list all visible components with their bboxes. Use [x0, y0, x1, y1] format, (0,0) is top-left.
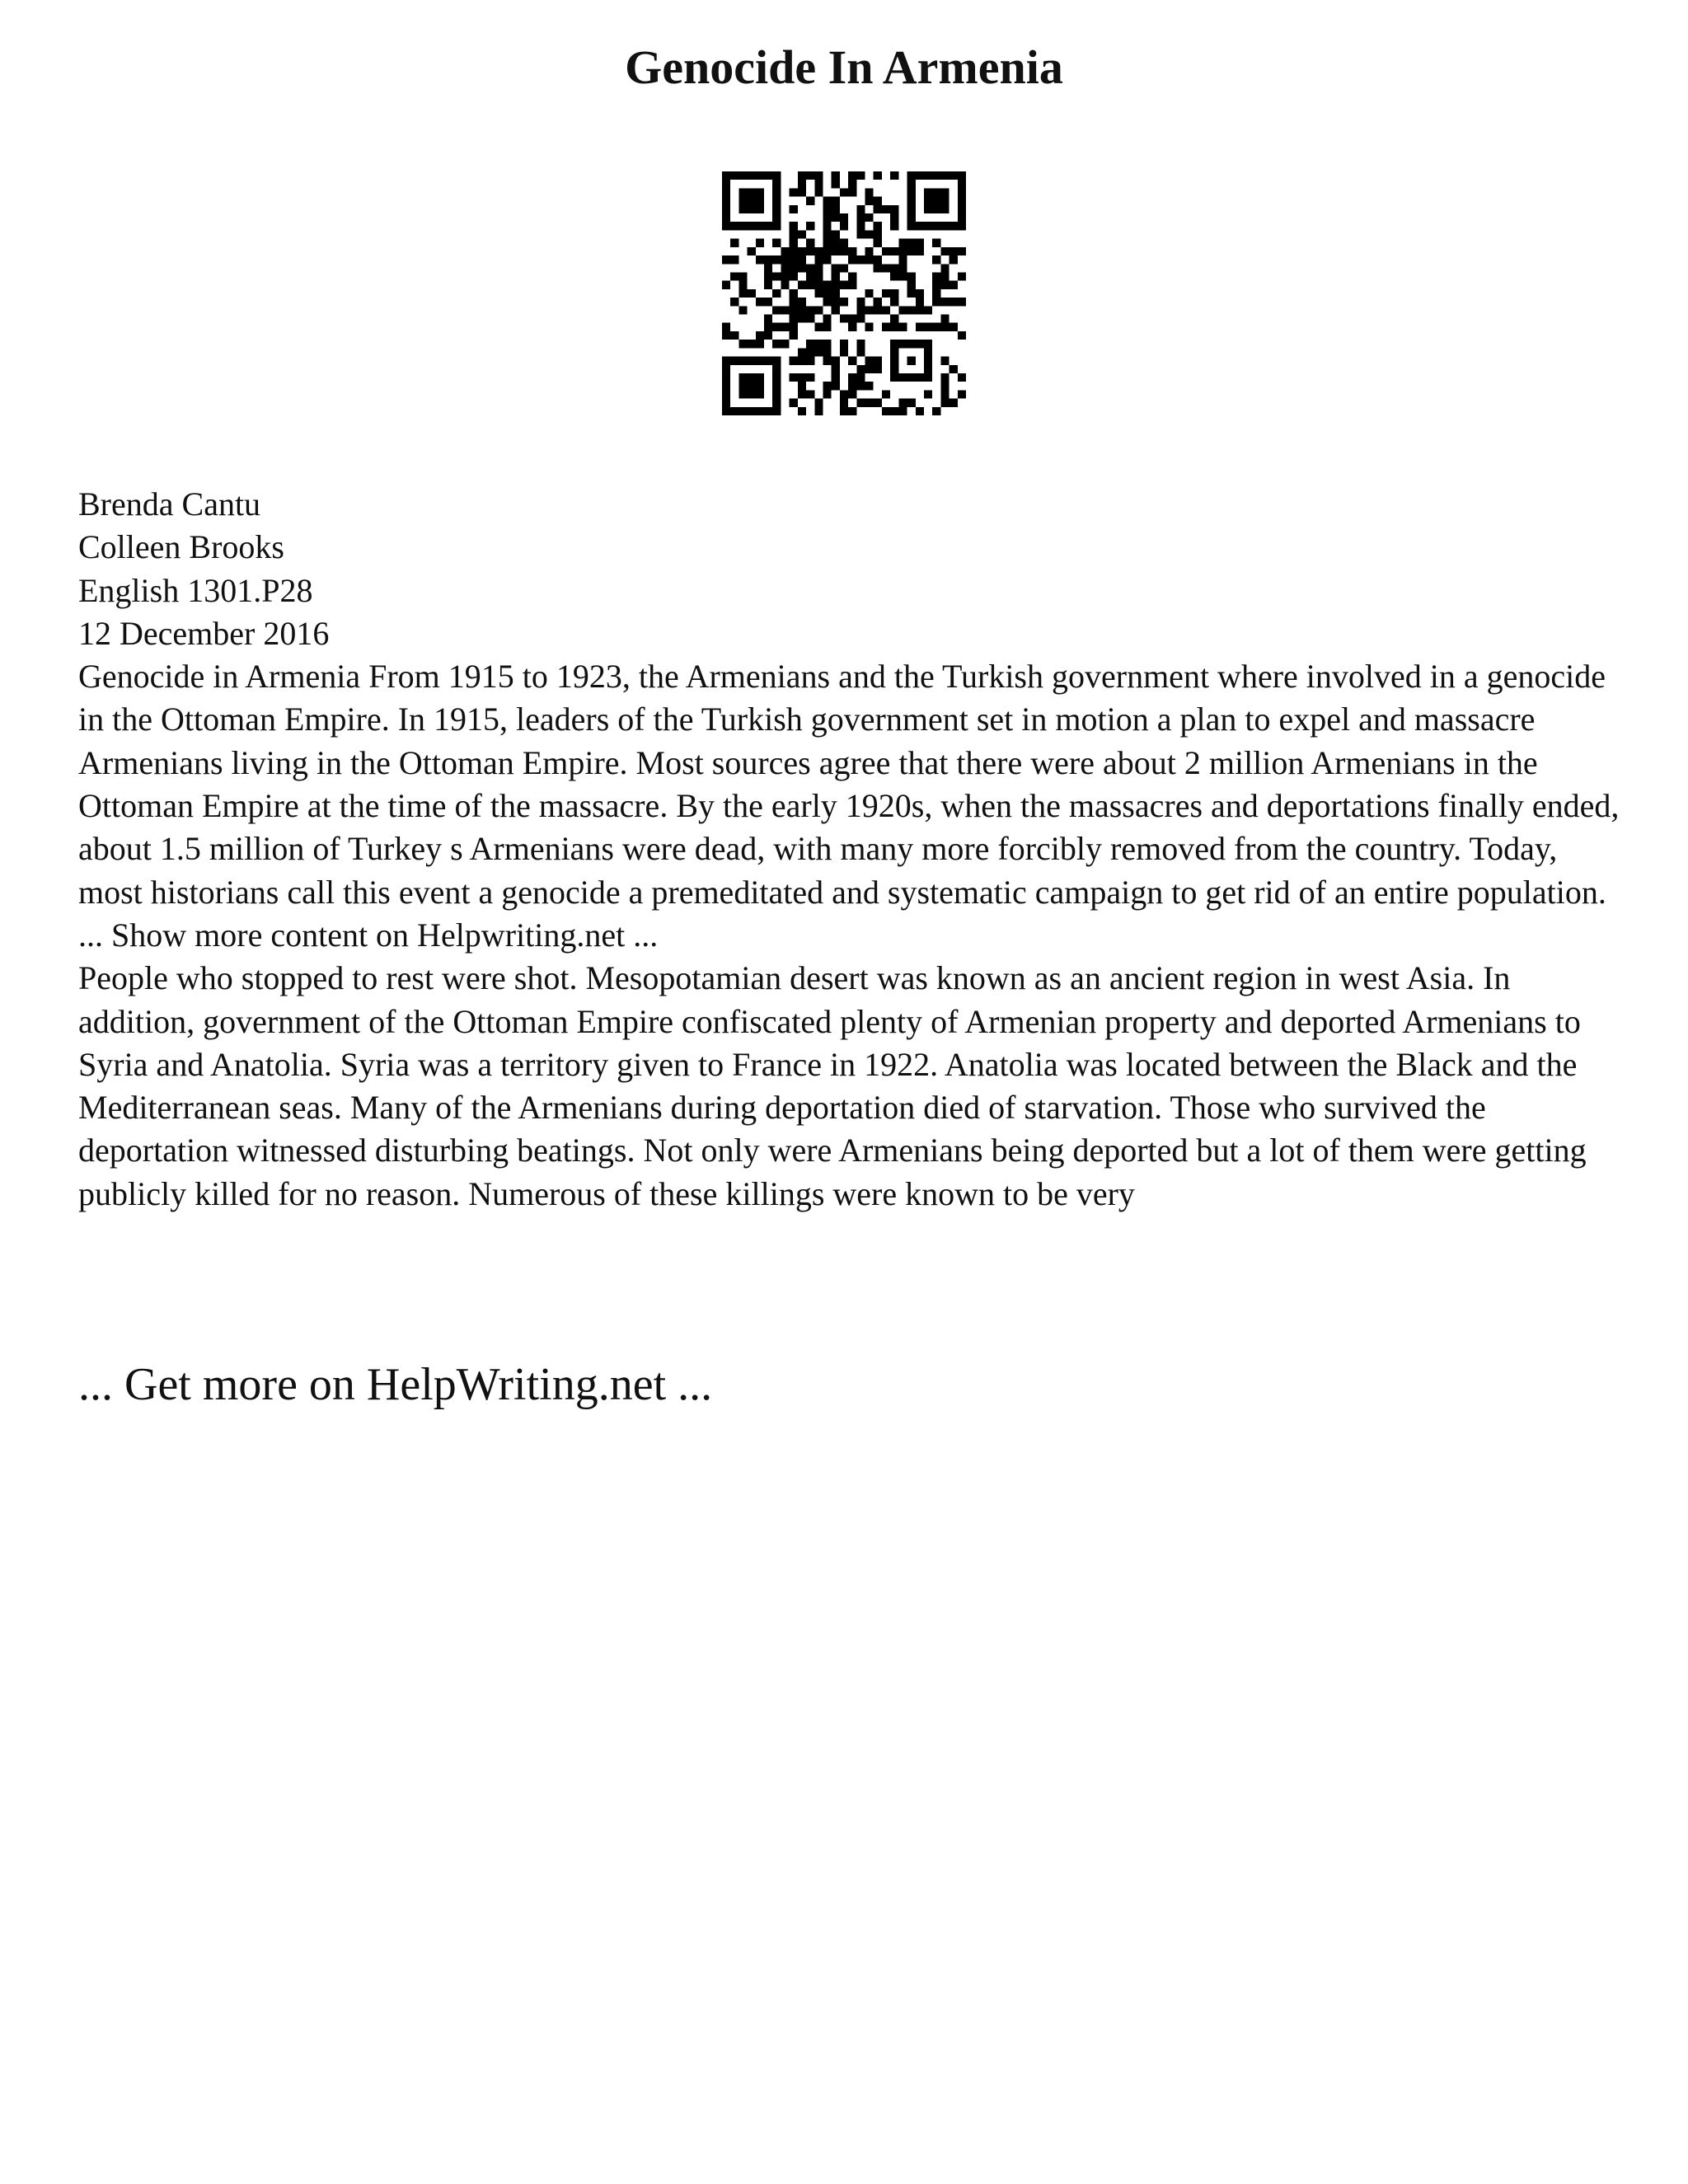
author-name: Brenda Cantu	[78, 485, 261, 523]
document-date: 12 December 2016	[78, 614, 330, 652]
course-name: English 1301.P28	[78, 571, 313, 609]
paragraph-2: People who stopped to rest were shot. Mesopotamian desert was known as an ancient region in west Asia. In addition, government of the Ottoman Empire confiscated plenty of Armenian property and deported Armenians to Syria and Anatolia. Syria was a territory given to France in 1922. Anatolia was located between the Black and the Mediterranean seas. Many of the Armenians during deportation died of starvation. Those who survived the deportation witnessed disturbing beatings. Not only were Armenians being deported but a lot of them were getting publicly killed for no reason. Numerous of these killings were known to be very	[78, 959, 1587, 1212]
document-body	[78, 483, 1628, 1216]
get-more-link[interactable]: ... Get more on HelpWriting.net ...	[78, 1359, 713, 1410]
qr-code-icon	[722, 171, 966, 415]
document-title: Genocide In Armenia	[625, 40, 1063, 94]
instructor-name: Colleen Brooks	[78, 528, 284, 566]
paragraph-1: Genocide in Armenia From 1915 to 1923, the Armenians and the Turkish government where involved in a genocide in the Ottoman Empire. In 1915, leaders of the Turkish government set in motion a plan to expel and massacre Armenians living in the Ottoman Empire. Most sources agree that there were about 2 million Armenians in the Ottoman Empire at the time of the massacre. By the early 1920s, when the massacres and deportations finally ended, about 1.5 million of Turkey s Armenians were dead, with many more forcibly removed from the country. Today, most historians call this event a genocide a premeditated and systematic campaign to get rid of an entire population. ... Show more content on Helpwriting.net ...	[78, 658, 1620, 954]
